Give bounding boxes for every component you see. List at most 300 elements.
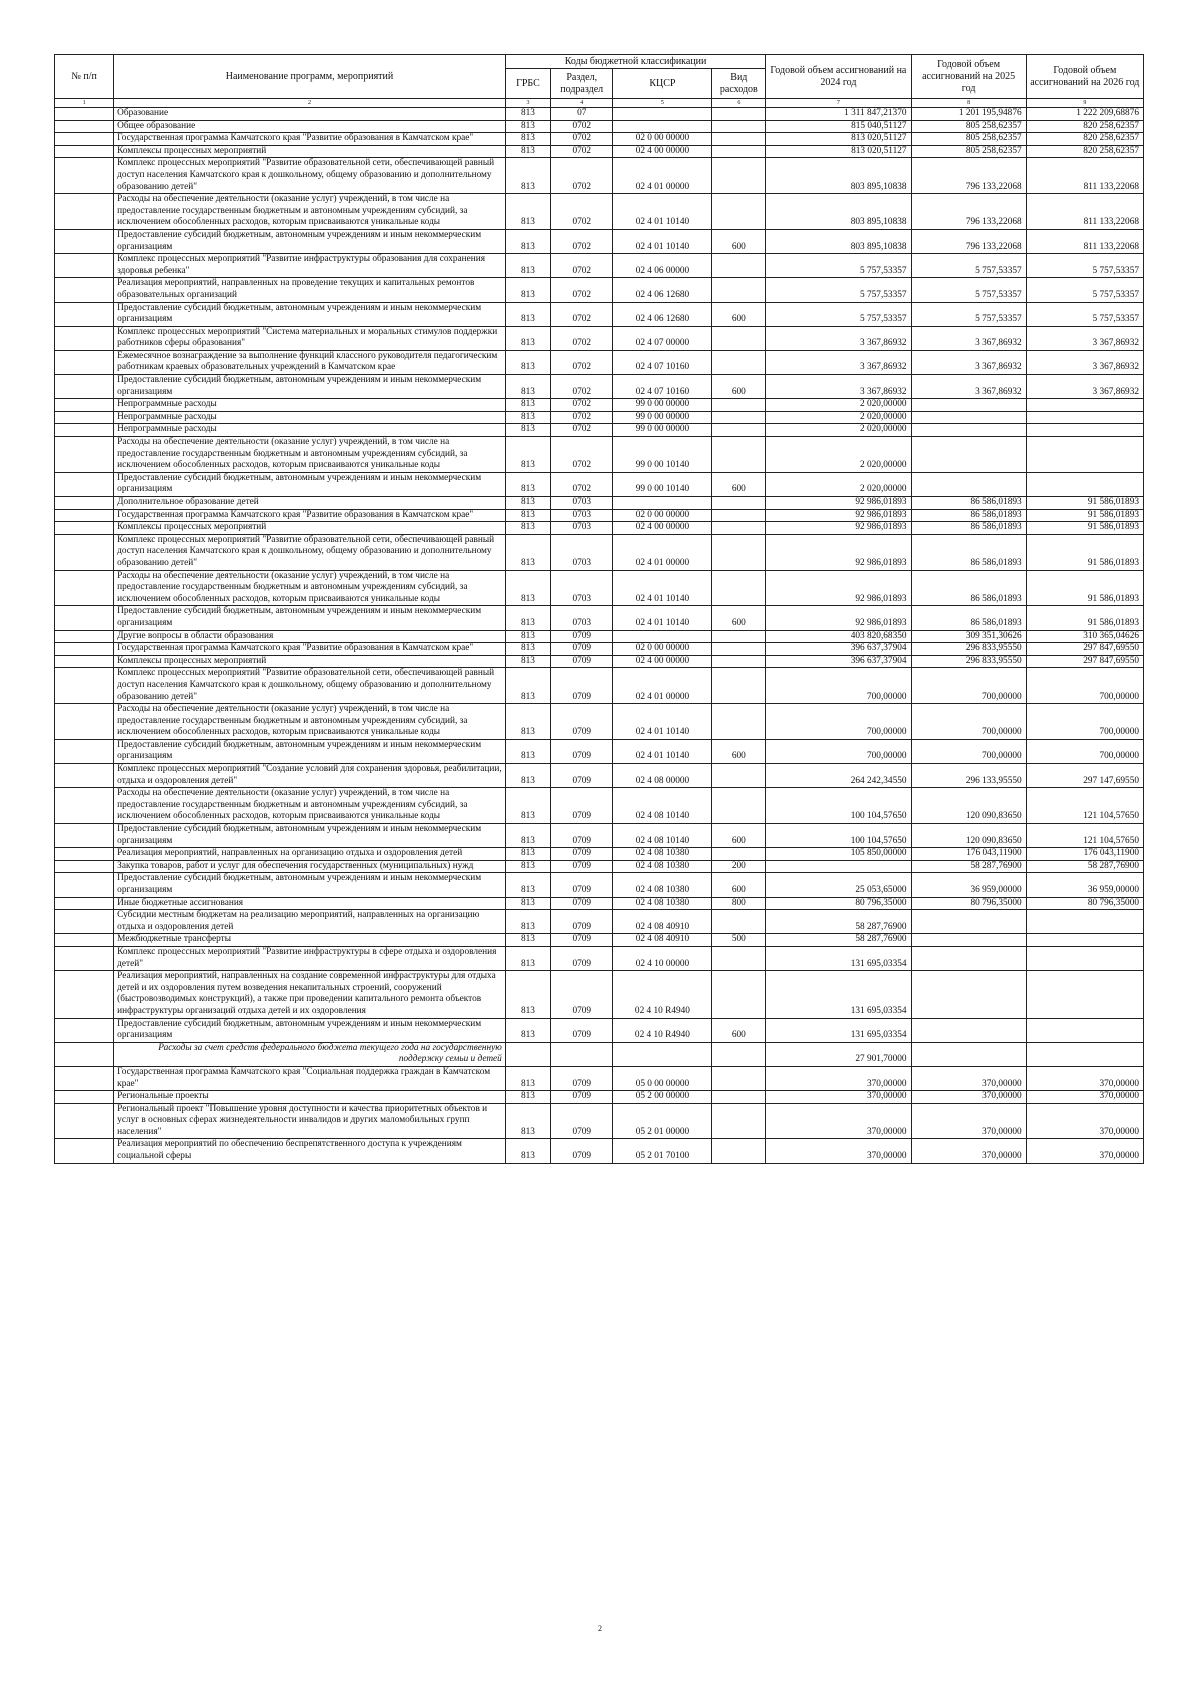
row-amount-2026: 811 133,22068 — [1026, 194, 1143, 230]
row-razdel: 0709 — [551, 971, 613, 1018]
table-row — [55, 145, 1144, 158]
row-grbs: 813 — [505, 254, 550, 278]
row-name: Иные бюджетные ассигнования — [114, 897, 506, 910]
row-number — [55, 946, 114, 970]
row-name: Предоставление субсидий бюджетным, автономным учреждениям и иным некоммерческим организациям — [114, 606, 506, 630]
row-amount-2026: 700,00000 — [1026, 739, 1143, 763]
row-kcsr: 02 4 01 10140 — [613, 704, 712, 740]
row-grbs: 813 — [505, 145, 550, 158]
row-kcsr: 02 4 08 10380 — [613, 860, 712, 873]
row-amount-2024: 700,00000 — [766, 668, 911, 704]
row-grbs: 813 — [505, 606, 550, 630]
table-row — [55, 302, 1144, 326]
row-name: Комплексы процессных мероприятий — [114, 145, 506, 158]
row-number — [55, 120, 114, 133]
row-kcsr: 02 4 08 00000 — [613, 764, 712, 788]
row-amount-2026: 91 586,01893 — [1026, 606, 1143, 630]
row-vid: 600 — [712, 229, 766, 253]
table-row — [55, 739, 1144, 763]
row-grbs: 813 — [505, 655, 550, 668]
row-razdel: 0703 — [551, 534, 613, 570]
row-razdel: 0702 — [551, 158, 613, 194]
row-amount-2026: 370,00000 — [1026, 1091, 1143, 1104]
column-index: 7 — [766, 99, 911, 108]
header-2025: Годовой объем ассигнований на 2025 год — [911, 55, 1026, 99]
row-razdel: 0709 — [551, 1066, 613, 1090]
row-amount-2024: 131 695,03354 — [766, 971, 911, 1018]
table-row — [55, 399, 1144, 412]
row-amount-2024: 92 986,01893 — [766, 534, 911, 570]
table-row — [55, 643, 1144, 656]
row-grbs: 813 — [505, 326, 550, 350]
row-amount-2025: 370,00000 — [911, 1091, 1026, 1104]
row-amount-2024: 100 104,57650 — [766, 788, 911, 824]
header-grbs: ГРБС — [505, 69, 550, 99]
row-vid — [712, 399, 766, 412]
budget-table-sheet — [54, 54, 1144, 1164]
row-name: Межбюджетные трансферты — [114, 934, 506, 947]
row-name: Образование — [114, 108, 506, 121]
row-grbs: 813 — [505, 739, 550, 763]
row-amount-2026: 91 586,01893 — [1026, 509, 1143, 522]
row-name: Реализация мероприятий, направленных на создание современной инфраструктуры для отдыха детей и их оздоровления путем возведения некапитальных строений, сооружений (быстровозводимых конструкций), а также при проведении капитального ремонта объектов инфраструктуры организаций отдыха детей и их оздоровления — [114, 971, 506, 1018]
row-vid — [712, 254, 766, 278]
row-number — [55, 411, 114, 424]
row-amount-2024: 2 020,00000 — [766, 472, 911, 496]
column-index: 8 — [911, 99, 1026, 108]
row-grbs: 813 — [505, 437, 550, 473]
row-grbs: 813 — [505, 120, 550, 133]
row-number — [55, 534, 114, 570]
row-amount-2024: 803 895,10838 — [766, 229, 911, 253]
row-number — [55, 764, 114, 788]
table-row — [55, 860, 1144, 873]
row-grbs: 813 — [505, 668, 550, 704]
row-razdel: 0703 — [551, 606, 613, 630]
row-number — [55, 326, 114, 350]
row-number — [55, 1018, 114, 1042]
row-razdel: 0703 — [551, 570, 613, 606]
table-row — [55, 704, 1144, 740]
row-number — [55, 934, 114, 947]
row-vid: 600 — [712, 472, 766, 496]
row-amount-2024: 2 020,00000 — [766, 411, 911, 424]
row-amount-2025: 3 367,86932 — [911, 326, 1026, 350]
row-name: Комплекс процессных мероприятий "Развитие инфраструктуры образования для сохранения здоровья ребенка" — [114, 254, 506, 278]
row-razdel: 0702 — [551, 278, 613, 302]
row-grbs: 813 — [505, 229, 550, 253]
row-number — [55, 497, 114, 510]
row-kcsr: 02 4 10 R4940 — [613, 1018, 712, 1042]
table-row — [55, 655, 1144, 668]
row-name: Предоставление субсидий бюджетным, автономным учреждениям и иным некоммерческим организациям — [114, 739, 506, 763]
row-name: Непрограммные расходы — [114, 399, 506, 412]
table-row — [55, 1091, 1144, 1104]
row-vid — [712, 643, 766, 656]
row-grbs: 813 — [505, 910, 550, 934]
row-razdel: 0703 — [551, 522, 613, 535]
table-row — [55, 497, 1144, 510]
row-amount-2024: 131 695,03354 — [766, 1018, 911, 1042]
row-razdel: 0709 — [551, 946, 613, 970]
row-number — [55, 630, 114, 643]
row-vid — [712, 630, 766, 643]
row-amount-2025 — [911, 411, 1026, 424]
row-razdel: 0702 — [551, 229, 613, 253]
row-grbs: 813 — [505, 509, 550, 522]
row-amount-2024: 700,00000 — [766, 704, 911, 740]
table-row — [55, 848, 1144, 861]
row-grbs: 813 — [505, 278, 550, 302]
row-grbs: 813 — [505, 1066, 550, 1090]
row-name: Государственная программа Камчатского края "Развитие образования в Камчатском крае" — [114, 133, 506, 146]
row-number — [55, 229, 114, 253]
row-amount-2024: 92 986,01893 — [766, 522, 911, 535]
row-amount-2025: 86 586,01893 — [911, 570, 1026, 606]
row-razdel: 0702 — [551, 254, 613, 278]
row-amount-2024: 25 053,65000 — [766, 873, 911, 897]
row-amount-2024: 815 040,51127 — [766, 120, 911, 133]
row-name: Предоставление субсидий бюджетным, автономным учреждениям и иным некоммерческим организациям — [114, 873, 506, 897]
row-grbs: 813 — [505, 630, 550, 643]
row-kcsr: 02 4 06 12680 — [613, 302, 712, 326]
header-name: Наименование программ, мероприятий — [114, 55, 506, 99]
row-grbs: 813 — [505, 472, 550, 496]
row-amount-2024: 2 020,00000 — [766, 424, 911, 437]
row-amount-2026: 5 757,53357 — [1026, 254, 1143, 278]
row-amount-2025 — [911, 1018, 1026, 1042]
row-razdel: 0702 — [551, 120, 613, 133]
row-amount-2024: 92 986,01893 — [766, 509, 911, 522]
table-row — [55, 437, 1144, 473]
table-row — [55, 350, 1144, 374]
row-amount-2026: 370,00000 — [1026, 1103, 1143, 1139]
row-number — [55, 910, 114, 934]
row-amount-2026: 91 586,01893 — [1026, 534, 1143, 570]
row-amount-2024: 700,00000 — [766, 739, 911, 763]
row-kcsr — [613, 630, 712, 643]
row-grbs: 813 — [505, 375, 550, 399]
row-vid — [712, 120, 766, 133]
column-index: 2 — [114, 99, 506, 108]
row-vid: 800 — [712, 897, 766, 910]
row-vid: 600 — [712, 824, 766, 848]
row-vid: 600 — [712, 302, 766, 326]
row-amount-2025 — [911, 934, 1026, 947]
row-vid — [712, 108, 766, 121]
row-amount-2026: 310 365,04626 — [1026, 630, 1143, 643]
row-amount-2025: 5 757,53357 — [911, 302, 1026, 326]
row-name: Расходы на обеспечение деятельности (оказание услуг) учреждений, в том числе на предоставление государственным бюджетным и автономным учреждениям субсидий, за исключением обособленных расходов, которым присваиваются уникальные коды — [114, 570, 506, 606]
row-number — [55, 873, 114, 897]
row-number — [55, 788, 114, 824]
row-amount-2025 — [911, 399, 1026, 412]
row-razdel: 0709 — [551, 848, 613, 861]
row-amount-2025: 309 351,30626 — [911, 630, 1026, 643]
row-amount-2026 — [1026, 472, 1143, 496]
header-razdel: Раздел, подраздел — [551, 69, 613, 99]
row-number — [55, 655, 114, 668]
row-kcsr: 02 4 00 00000 — [613, 145, 712, 158]
row-vid: 200 — [712, 860, 766, 873]
row-vid: 600 — [712, 873, 766, 897]
row-name: Предоставление субсидий бюджетным, автономным учреждениям и иным некоммерческим организациям — [114, 1018, 506, 1042]
row-name: Ежемесячное вознаграждение за выполнение функций классного руководителя педагогическим работникам краевых образовательных учреждений в Камчатском крае — [114, 350, 506, 374]
row-grbs: 813 — [505, 350, 550, 374]
row-vid — [712, 1103, 766, 1139]
header-codes: Коды бюджетной классификации — [505, 55, 765, 69]
row-grbs: 813 — [505, 764, 550, 788]
row-number — [55, 375, 114, 399]
row-amount-2026: 121 104,57650 — [1026, 788, 1143, 824]
row-amount-2025: 3 367,86932 — [911, 350, 1026, 374]
row-kcsr — [613, 1042, 712, 1066]
row-number — [55, 522, 114, 535]
row-kcsr: 02 4 01 00000 — [613, 534, 712, 570]
row-name: Реализация мероприятий по обеспечению беспрепятственного доступа к учреждениям социальной сферы — [114, 1139, 506, 1163]
row-razdel: 0702 — [551, 399, 613, 412]
row-amount-2024: 396 637,37904 — [766, 655, 911, 668]
row-number — [55, 302, 114, 326]
row-amount-2026: 5 757,53357 — [1026, 278, 1143, 302]
row-grbs: 813 — [505, 194, 550, 230]
table-row — [55, 971, 1144, 1018]
row-name: Комплекс процессных мероприятий "Развитие образовательной сети, обеспечивающей равный доступ населения Камчатского края к дошкольному, общему образованию и дополнительному образованию детей" — [114, 668, 506, 704]
row-name: Государственная программа Камчатского края "Развитие образования в Камчатском крае" — [114, 643, 506, 656]
row-amount-2024: 5 757,53357 — [766, 278, 911, 302]
row-amount-2026: 370,00000 — [1026, 1139, 1143, 1163]
row-amount-2025: 80 796,35000 — [911, 897, 1026, 910]
row-number — [55, 971, 114, 1018]
row-grbs: 813 — [505, 934, 550, 947]
row-amount-2026: 297 847,69550 — [1026, 655, 1143, 668]
row-name: Предоставление субсидий бюджетным, автономным учреждениям и иным некоммерческим организациям — [114, 229, 506, 253]
row-name: Расходы на обеспечение деятельности (оказание услуг) учреждений, в том числе на предоставление государственным бюджетным и автономным учреждениям субсидий, за исключением обособленных расходов, которым присваиваются уникальные коды — [114, 194, 506, 230]
row-kcsr — [613, 120, 712, 133]
row-amount-2024: 92 986,01893 — [766, 497, 911, 510]
row-grbs: 813 — [505, 158, 550, 194]
row-grbs: 813 — [505, 946, 550, 970]
row-amount-2024: 100 104,57650 — [766, 824, 911, 848]
row-amount-2024: 5 757,53357 — [766, 254, 911, 278]
row-amount-2025: 296 833,95550 — [911, 643, 1026, 656]
row-vid — [712, 1042, 766, 1066]
row-kcsr: 02 4 08 40910 — [613, 934, 712, 947]
row-grbs: 813 — [505, 534, 550, 570]
column-index: 4 — [551, 99, 613, 108]
row-razdel: 0702 — [551, 133, 613, 146]
row-name: Региональные проекты — [114, 1091, 506, 1104]
row-amount-2024: 58 287,76900 — [766, 934, 911, 947]
row-razdel: 0709 — [551, 1103, 613, 1139]
row-name: Реализация мероприятий, направленных на организацию отдыха и оздоровления детей — [114, 848, 506, 861]
row-number — [55, 643, 114, 656]
row-grbs: 813 — [505, 411, 550, 424]
row-vid — [712, 655, 766, 668]
header-vid: Вид расходов — [712, 69, 766, 99]
row-vid — [712, 158, 766, 194]
row-name: Общее образование — [114, 120, 506, 133]
row-amount-2025 — [911, 437, 1026, 473]
row-vid: 500 — [712, 934, 766, 947]
row-amount-2026: 3 367,86932 — [1026, 375, 1143, 399]
row-amount-2024: 370,00000 — [766, 1103, 911, 1139]
row-vid: 600 — [712, 606, 766, 630]
row-kcsr: 05 2 00 00000 — [613, 1091, 712, 1104]
row-amount-2026: 370,00000 — [1026, 1066, 1143, 1090]
row-amount-2026: 5 757,53357 — [1026, 302, 1143, 326]
table-row — [55, 946, 1144, 970]
row-vid — [712, 145, 766, 158]
row-vid — [712, 133, 766, 146]
row-razdel: 0702 — [551, 411, 613, 424]
row-grbs: 813 — [505, 133, 550, 146]
row-number — [55, 108, 114, 121]
row-grbs: 813 — [505, 522, 550, 535]
row-number — [55, 739, 114, 763]
row-kcsr — [613, 497, 712, 510]
table-row — [55, 788, 1144, 824]
row-amount-2026 — [1026, 399, 1143, 412]
table-row — [55, 1042, 1144, 1066]
row-kcsr: 02 4 08 10380 — [613, 873, 712, 897]
row-kcsr: 02 4 08 10380 — [613, 848, 712, 861]
row-razdel: 0709 — [551, 1018, 613, 1042]
row-kcsr: 02 4 08 40910 — [613, 910, 712, 934]
table-row — [55, 534, 1144, 570]
row-vid: 600 — [712, 739, 766, 763]
row-grbs: 813 — [505, 1018, 550, 1042]
row-amount-2025: 805 258,62357 — [911, 120, 1026, 133]
row-name: Предоставление субсидий бюджетным, автономным учреждениям и иным некоммерческим организациям — [114, 824, 506, 848]
row-amount-2024: 3 367,86932 — [766, 375, 911, 399]
row-kcsr: 02 4 06 12680 — [613, 278, 712, 302]
table-row — [55, 133, 1144, 146]
row-razdel: 0709 — [551, 860, 613, 873]
row-amount-2025: 805 258,62357 — [911, 133, 1026, 146]
row-amount-2025: 120 090,83650 — [911, 788, 1026, 824]
row-razdel: 0709 — [551, 824, 613, 848]
row-razdel: 0709 — [551, 934, 613, 947]
table-row — [55, 824, 1144, 848]
row-razdel: 0702 — [551, 302, 613, 326]
row-amount-2026: 3 367,86932 — [1026, 350, 1143, 374]
row-razdel: 0709 — [551, 1139, 613, 1163]
row-kcsr: 02 4 10 00000 — [613, 946, 712, 970]
row-razdel — [551, 1042, 613, 1066]
row-kcsr: 02 4 01 10140 — [613, 194, 712, 230]
row-number — [55, 437, 114, 473]
row-razdel: 0703 — [551, 497, 613, 510]
row-kcsr: 02 4 01 00000 — [613, 668, 712, 704]
row-kcsr: 02 4 01 00000 — [613, 158, 712, 194]
row-amount-2026 — [1026, 424, 1143, 437]
row-grbs: 813 — [505, 704, 550, 740]
table-row — [55, 764, 1144, 788]
row-amount-2026: 700,00000 — [1026, 704, 1143, 740]
row-amount-2025: 120 090,83650 — [911, 824, 1026, 848]
table-row — [55, 630, 1144, 643]
row-kcsr: 02 0 00 00000 — [613, 643, 712, 656]
row-vid — [712, 424, 766, 437]
row-kcsr: 99 0 00 00000 — [613, 399, 712, 412]
row-kcsr: 99 0 00 10140 — [613, 472, 712, 496]
row-vid — [712, 1139, 766, 1163]
row-amount-2026 — [1026, 411, 1143, 424]
row-grbs: 813 — [505, 860, 550, 873]
column-index: 6 — [712, 99, 766, 108]
row-kcsr: 05 2 01 70100 — [613, 1139, 712, 1163]
row-grbs: 813 — [505, 570, 550, 606]
table-row — [55, 120, 1144, 133]
page-number: 2 — [598, 1624, 602, 1633]
row-name: Комплекс процессных мероприятий "Развитие образовательной сети, обеспечивающей равный доступ населения Камчатского края к дошкольному, общему образованию и дополнительному образованию детей" — [114, 534, 506, 570]
row-razdel: 0709 — [551, 655, 613, 668]
row-amount-2025: 370,00000 — [911, 1139, 1026, 1163]
row-amount-2025: 176 043,11900 — [911, 848, 1026, 861]
table-row — [55, 668, 1144, 704]
row-number — [55, 158, 114, 194]
row-grbs: 813 — [505, 302, 550, 326]
row-amount-2025: 796 133,22068 — [911, 194, 1026, 230]
row-amount-2024: 92 986,01893 — [766, 570, 911, 606]
row-amount-2025: 86 586,01893 — [911, 522, 1026, 535]
row-razdel: 0702 — [551, 424, 613, 437]
table-row — [55, 108, 1144, 121]
row-vid — [712, 437, 766, 473]
row-razdel: 0702 — [551, 375, 613, 399]
row-amount-2025: 58 287,76900 — [911, 860, 1026, 873]
table-row — [55, 873, 1144, 897]
row-kcsr: 02 4 01 10140 — [613, 606, 712, 630]
row-number — [55, 860, 114, 873]
row-name: Комплекс процессных мероприятий "Развитие образовательной сети, обеспечивающей равный доступ населения Камчатского края к дошкольному, общему образованию и дополнительному образованию детей" — [114, 158, 506, 194]
row-amount-2024: 370,00000 — [766, 1066, 911, 1090]
row-amount-2026 — [1026, 934, 1143, 947]
row-razdel: 0709 — [551, 910, 613, 934]
row-number — [55, 606, 114, 630]
row-amount-2026: 36 959,00000 — [1026, 873, 1143, 897]
row-number — [55, 1103, 114, 1139]
row-number — [55, 897, 114, 910]
row-grbs: 813 — [505, 873, 550, 897]
row-number — [55, 424, 114, 437]
row-kcsr: 02 0 00 00000 — [613, 509, 712, 522]
row-amount-2025: 370,00000 — [911, 1066, 1026, 1090]
row-amount-2026: 80 796,35000 — [1026, 897, 1143, 910]
row-amount-2025 — [911, 971, 1026, 1018]
row-grbs: 813 — [505, 643, 550, 656]
row-number — [55, 399, 114, 412]
budget-table — [54, 54, 1144, 1164]
row-razdel: 0702 — [551, 326, 613, 350]
row-amount-2024: 813 020,51127 — [766, 145, 911, 158]
row-name: Субсидии местным бюджетам на реализацию мероприятий, направленных на организацию отдыха и оздоровления детей — [114, 910, 506, 934]
row-razdel: 07 — [551, 108, 613, 121]
row-amount-2025: 86 586,01893 — [911, 606, 1026, 630]
row-vid — [712, 497, 766, 510]
row-name: Расходы на обеспечение деятельности (оказание услуг) учреждений, в том числе на предоставление государственным бюджетным и автономным учреждениям субсидий, за исключением обособленных расходов, которым присваиваются уникальные коды — [114, 437, 506, 473]
table-row — [55, 194, 1144, 230]
table-row — [55, 522, 1144, 535]
row-kcsr: 02 4 00 00000 — [613, 655, 712, 668]
header-2026: Годовой объем ассигнований на 2026 год — [1026, 55, 1143, 99]
row-name: Комплекс процессных мероприятий "Система материальных и моральных стимулов поддержки работников сферы образования" — [114, 326, 506, 350]
row-razdel: 0709 — [551, 897, 613, 910]
row-kcsr: 02 4 10 R4940 — [613, 971, 712, 1018]
row-kcsr: 02 4 01 10140 — [613, 229, 712, 253]
row-kcsr: 02 4 08 10380 — [613, 897, 712, 910]
